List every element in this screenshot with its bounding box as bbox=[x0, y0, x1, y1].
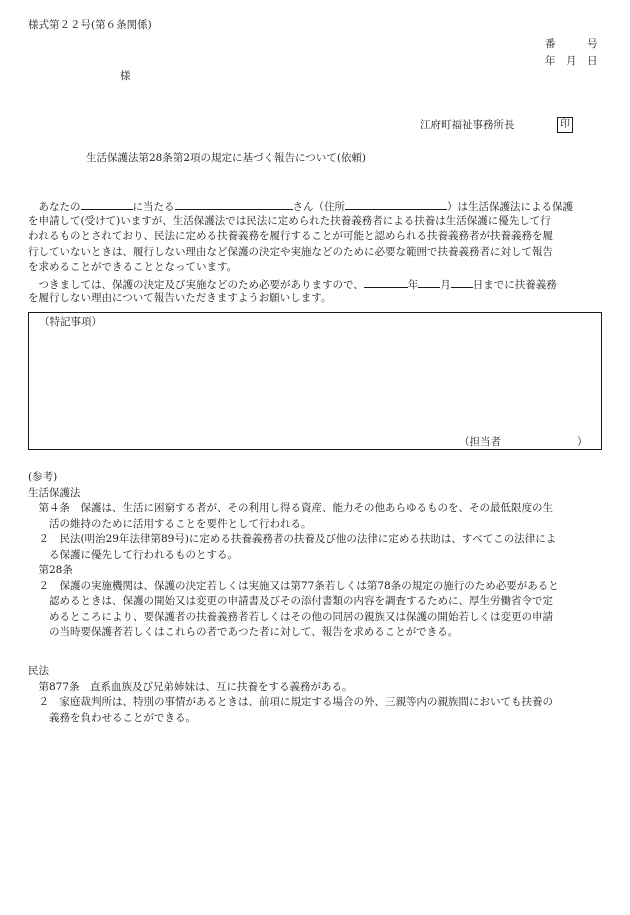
reference-heading: (参考) bbox=[28, 471, 58, 483]
issuer-name: 江府町福祉事務所長 bbox=[420, 119, 515, 131]
deadline-year-blank[interactable] bbox=[364, 276, 408, 288]
civil-code-section bbox=[28, 664, 606, 726]
person-in-charge-close: ） bbox=[577, 436, 588, 448]
request-body bbox=[28, 198, 606, 307]
article-877-2-line-2: 義務を負わせることができる。 bbox=[28, 711, 196, 724]
body-line-6: つきましては、保護の決定及び実施などのため必要がありますので、 年 月 日までに扶養義務 bbox=[28, 276, 606, 292]
body-line-2: を申請して(受けて)いますが、生活保護法では民法に定められた扶養義務者による扶養は生活保護に優先して行 bbox=[28, 214, 551, 227]
law-name-welfare: 生活保護法 bbox=[28, 486, 81, 499]
article-28-line-1: ２ 保護の実施機関は、保護の決定若しくは実施又は第77条若しくは第78条の規定の施行のため必要があると bbox=[28, 579, 559, 592]
address-blank[interactable] bbox=[345, 198, 447, 210]
article-4-line-2: 活の維持のために活用することを要件として行われる。 bbox=[28, 517, 312, 530]
addressee-suffix: 様 bbox=[120, 70, 131, 82]
reference-section bbox=[28, 470, 606, 641]
article-28-heading: 第28条 bbox=[28, 564, 73, 576]
article-28-line-3: めるところにより、要保護者の扶養義務者若しくはその他の同居の親族又は保護の開始若しくは変更の申請 bbox=[28, 610, 553, 623]
date-label: 年 月 日 bbox=[545, 55, 598, 67]
article-4-line-1: 第４条 保護は、生活に困窮する者が、その利用し得る資産、能力その他あらゆるものを、その最低限度の生 bbox=[28, 502, 553, 514]
seal-mark: 印 bbox=[557, 117, 573, 133]
deadline-month-blank[interactable] bbox=[418, 276, 440, 288]
body-line-4: 行していないときは、履行しない理由など保護の決定や実施などのために必要な範囲で扶養義務者に対して報告 bbox=[28, 245, 553, 258]
relationship-blank[interactable] bbox=[81, 198, 133, 210]
article-877-line: 第877条 直系血族及び兄弟姉妹は、互に扶養をする義務がある。 bbox=[28, 680, 353, 693]
article-28-line-2: 認めるときは、保護の開始又は変更の申請書及びその添付書類の内容を調査するために、厚生労働省令で定 bbox=[28, 595, 553, 607]
person-in-charge-label: （担当者 bbox=[459, 436, 501, 448]
article-4-2-line-1: ２ 民法(明治29年法律第89号)に定める扶養義務者の扶養及び他の法律に定める扶助は、すべてこの法律によ bbox=[28, 533, 557, 545]
article-877-2-line-1: ２ 家庭裁判所は、特別の事情があるときは、前項に規定する場合の外、三親等内の親族間においても扶養の bbox=[28, 696, 553, 708]
body-line-3: われるものとされており、民法に定める扶養義務を履行することが可能と認められる扶養義務者が扶養義務を履 bbox=[28, 230, 553, 242]
document-title: 生活保護法第28条第2項の規定に基づく報告について(依頼) bbox=[86, 152, 367, 164]
document-number-label: 番 号 bbox=[545, 38, 598, 50]
special-notes-box[interactable] bbox=[28, 312, 602, 450]
deadline-day-blank[interactable] bbox=[451, 276, 473, 288]
article-28-line-4: の当時要保護者若しくはこれらの者であつた者に対して、報告を求めることができる。 bbox=[28, 626, 459, 638]
law-name-civil: 民法 bbox=[28, 665, 49, 677]
form-number: 様式第２２号(第６条関係) bbox=[28, 19, 152, 31]
body-line-1: あなたの に当たる さん（住所 ）は生活保護法による保護 bbox=[28, 198, 606, 214]
article-4-2-line-2: る保護に優先して行われるものとする。 bbox=[28, 548, 238, 561]
name-blank[interactable] bbox=[175, 198, 293, 210]
body-line-5: を求めることができることとなっています。 bbox=[28, 261, 238, 273]
body-line-7: を履行しない理由について報告いただきますようお願いします。 bbox=[28, 292, 332, 304]
special-notes-label: （特記事項） bbox=[39, 316, 102, 328]
